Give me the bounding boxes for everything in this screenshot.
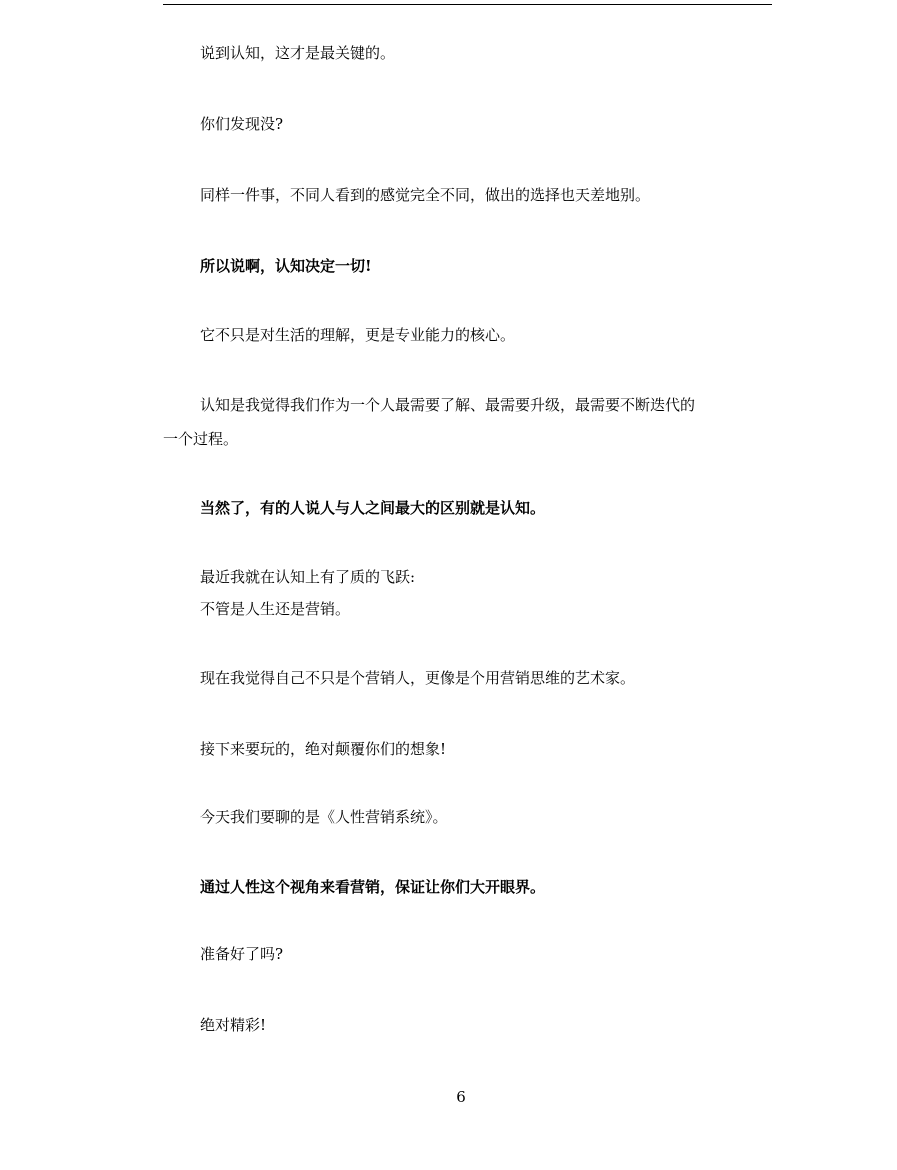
paragraph-2: 你们发现没?	[200, 115, 284, 133]
paragraph-13: 准备好了吗?	[200, 945, 284, 963]
paragraph-8-line-2: 不管是人生还是营销。	[200, 600, 351, 618]
paragraph-12-emphasis: 通过人性这个视角来看营销，保证让你们大开眼界。	[200, 878, 546, 896]
paragraph-5: 它不只是对生活的理解，更是专业能力的核心。	[200, 326, 516, 344]
paragraph-9: 现在我觉得自己不只是个营销人，更像是个用营销思维的艺术家。	[200, 669, 636, 687]
paragraph-6-line-2: 一个过程。	[163, 430, 239, 448]
paragraph-7-emphasis: 当然了，有的人说人与人之间最大的区别就是认知。	[200, 499, 546, 517]
paragraph-3: 同样一件事，不同人看到的感觉完全不同，做出的选择也天差地别。	[200, 186, 651, 204]
page-number: 6	[456, 1088, 466, 1106]
paragraph-6-line-1: 认知是我觉得我们作为一个人最需要了解、最需要升级，最需要不断迭代的	[200, 396, 696, 414]
paragraph-4-emphasis: 所以说啊，认知决定一切!	[200, 257, 372, 275]
paragraph-10: 接下来要玩的，绝对颠覆你们的想象!	[200, 740, 447, 758]
paragraph-8-line-1: 最近我就在认知上有了质的飞跃:	[200, 568, 416, 586]
paragraph-11: 今天我们要聊的是《人性营销系统》。	[200, 808, 448, 826]
paragraph-1: 说到认知，这才是最关键的。	[200, 44, 396, 62]
paragraph-14: 绝对精彩!	[200, 1016, 267, 1034]
header-rule	[163, 4, 772, 5]
